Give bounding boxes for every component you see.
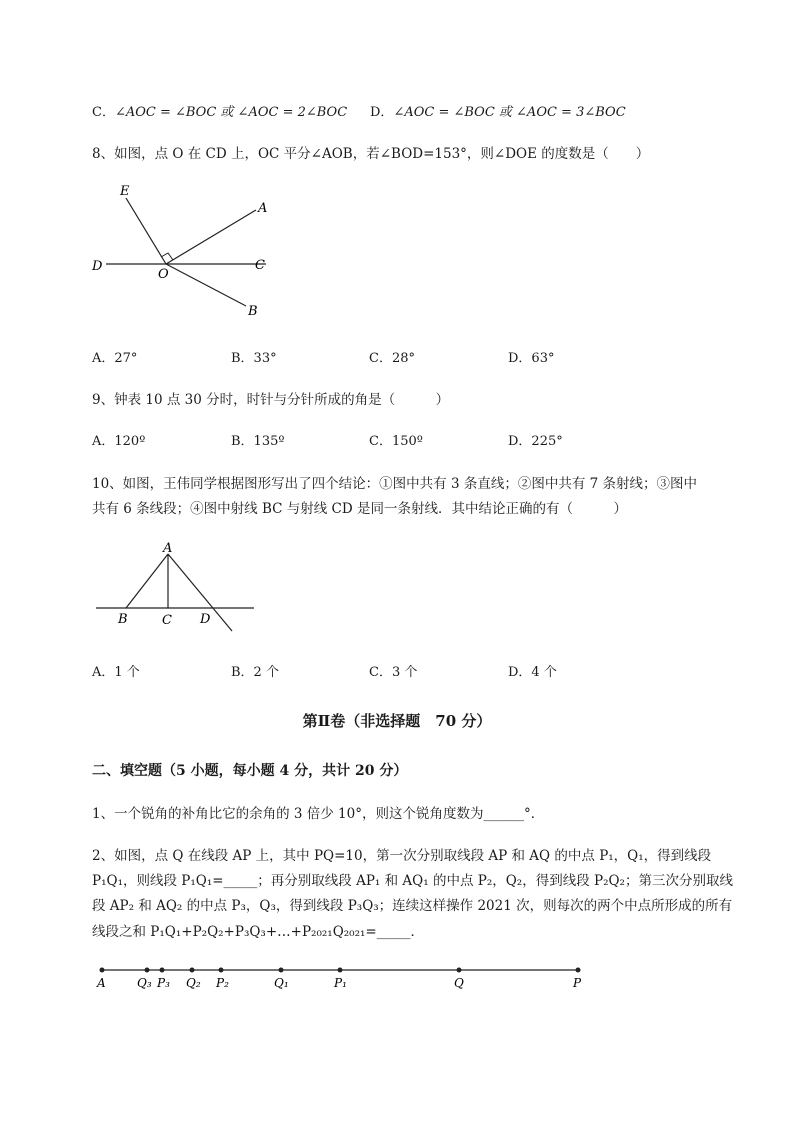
q8-label-a: A [258,201,268,216]
q8-ray-ob [166,264,246,306]
label-a: A [97,976,106,990]
q7-option-c-label: C． [92,105,115,120]
q7-option-c-text: ∠AOC = ∠BOC 或 ∠AOC = 2∠BOC [114,105,348,120]
q10-option-d: D．4 个 [508,665,557,680]
q8-stem: 8、如图，点 O 在 CD 上，OC 平分∠AOB，若∠BOD=153°，则∠DOE 的度数是（ ） [92,146,650,162]
point-q [457,968,462,973]
q9-option-b: B．135º [231,434,285,449]
q8-option-c: C．28° [369,351,415,366]
q7-option-c [92,101,347,120]
point-p3 [160,968,165,973]
q10-segment-ab [126,554,168,608]
part2-title: 第Ⅱ卷（非选择题 70 分） [302,712,492,730]
q10-stem-line1: 10、如图，王伟同学根据图形写出了四个结论：①图中共有 3 条直线；②图中共有 7 条射线；③图中 [92,476,698,492]
fill2-line3: 段 AP₂ 和 AQ₂ 的中点 P₃，Q₃，得到线段 P₃Q₃；连续这样操作 2021 次，则每次的两个中点所形成的所有 [92,898,733,914]
q10-label-b: B [118,612,128,627]
q10-label-c: C [162,613,172,628]
q10-option-a: A．1 个 [92,665,140,680]
q8-option-d: D．63° [508,351,555,366]
q10-option-b: B．2 个 [231,665,279,680]
q10-label-a: A [163,541,173,556]
q9-option-a: A．120º [92,434,146,449]
point-a [100,968,105,973]
q8-label-o: O [158,267,169,282]
q10-label-d: D [200,612,211,627]
q10-option-c: C．3 个 [369,665,418,680]
q7-option-d-label: D． [370,105,394,120]
q8-label-d: D [92,259,103,274]
label-q: Q [454,976,464,990]
point-q3 [145,968,150,973]
point-p1 [338,968,343,973]
point-p [576,968,581,973]
fill2-line4: 线段之和 P₁Q₁+P₂Q₂+P₃Q₃+…+P₂₀₂₁Q₂₀₂₁=_____． [92,924,424,940]
label-p: P [573,976,582,990]
label-p1: P₁ [334,976,347,990]
q9-option-c: C．150º [369,434,423,449]
q8-option-b: B．33° [231,351,277,366]
label-p3: P₃ [157,976,170,990]
point-q2 [190,968,195,973]
q8-ray-oe [126,198,166,264]
fill1-stem: 1、一个锐角的补角比它的余角的 3 倍少 10°，则这个锐角度数为______°． [92,806,545,822]
q8-figure [86,178,286,323]
point-p2 [219,968,224,973]
label-q2: Q₂ [186,976,201,990]
q7-option-d-text: ∠AOC = ∠BOC 或 ∠AOC = 3∠BOC [393,105,626,120]
fill2-line2: P₁Q₁，则线段 P₁Q₁=_____；再分别取线段 AP₁ 和 AQ₁ 的中点 P₂，Q₂，得到线段 P₂Q₂；第三次分别取线 [92,873,733,889]
q8-option-a: A．27° [92,351,138,366]
q9-stem: 9、钟表 10 点 30 分时，时针与分针所成的角是（ ） [92,392,450,408]
fill2-line1: 2、如图，点 Q 在线段 AP 上，其中 PQ=10，第一次分别取线段 AP 和 AQ 的中点 P₁，Q₁，得到线段 [92,848,712,864]
q8-label-b: B [248,304,258,319]
label-q1: Q₁ [274,976,289,990]
q8-label-e: E [120,184,130,199]
q7-option-d [370,101,626,120]
q8-ray-oa [166,210,256,264]
q8-label-c: C [255,258,265,273]
label-p2: P₂ [216,976,229,990]
q10-figure [92,538,262,633]
label-q3: Q₃ [137,976,152,990]
fill-section-heading: 二、填空题（5 小题，每小题 4 分，共计 20 分） [92,763,408,779]
fill2-figure [92,960,592,995]
q9-option-d: D．225° [508,434,563,449]
point-q1 [279,968,284,973]
q10-stem-line2: 共有 6 条线段；④图中射线 BC 与射线 CD 是同一条射线．其中结论正确的有（ ） [92,501,627,517]
